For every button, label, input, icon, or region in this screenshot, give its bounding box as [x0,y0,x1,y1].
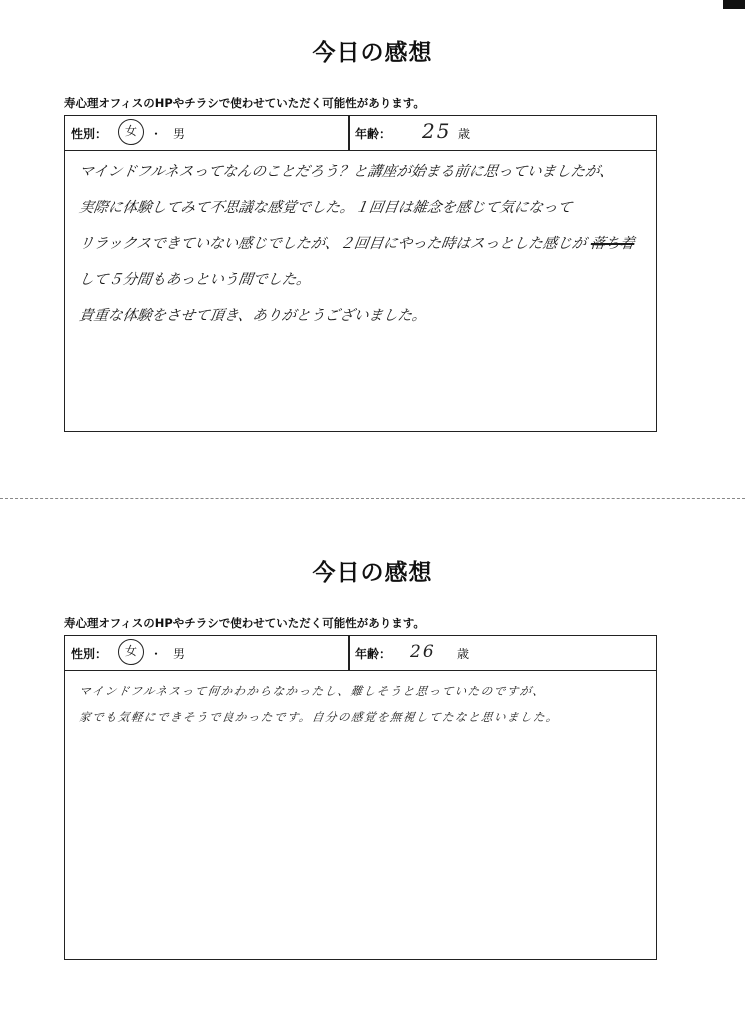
form-header [65,116,656,151]
comment-line: 実際に体験してみて不思議な感覚でした。１回目は雑念を感じて気になって [77,200,574,216]
gender-option-female-circled: 女 [118,639,144,665]
page-divider [0,498,745,499]
gender-option-male: 男 [173,647,186,661]
feedback-form [64,115,657,432]
age-unit: 歳 [458,127,471,141]
age-value-handwritten: 26 [410,642,436,662]
feedback-form [64,635,657,960]
age-label: 年齢： [355,647,392,661]
gender-separator: ・ [150,127,163,141]
handwritten-comment [79,154,649,334]
sheet-title: 今日の感想 [312,560,433,586]
comment-line: マインドフルネスって何かわからなかったし、難しそうと思っていたのですが、 [78,684,547,698]
header-divider [348,636,350,670]
age-value-handwritten: 25 [422,119,452,143]
usage-notice: 寿心理オフィスのHPやチラシで使わせていただく可能性があります。 [64,96,425,110]
struck-out-text: 落ち着 [589,236,636,252]
sheet-title: 今日の感想 [312,40,433,66]
age-unit: 歳 [457,647,470,661]
comment-line-text: リラックスできていない感じでしたが、２回目にやった時はスっとした感じが [77,236,588,252]
comment-line: 貴重な体験をさせて頂き、ありがとうございました。 [77,308,428,324]
comment-line: して５分間もあっという間でした。 [77,272,312,288]
gender-label: 性別： [71,127,108,141]
gender-option-male: 男 [173,127,186,141]
handwritten-comment [79,678,649,730]
gender-option-female-circled: 女 [118,119,144,145]
comment-line: 家でも気軽にできそうで良かったです。自分の感覚を無視してたなと思いました。 [78,710,561,724]
gender-separator: ・ [150,647,163,661]
usage-notice: 寿心理オフィスのHPやチラシで使わせていただく可能性があります。 [64,616,425,630]
comment-line: マインドフルネスってなんのことだろう？と講座が始まる前に思っていましたが、 [77,164,616,180]
scan-corner-mark [723,0,745,9]
gender-label: 性別： [71,647,108,661]
header-divider [348,116,350,150]
age-label: 年齢： [355,127,392,141]
form-header [65,636,656,671]
comment-line [76,226,651,262]
